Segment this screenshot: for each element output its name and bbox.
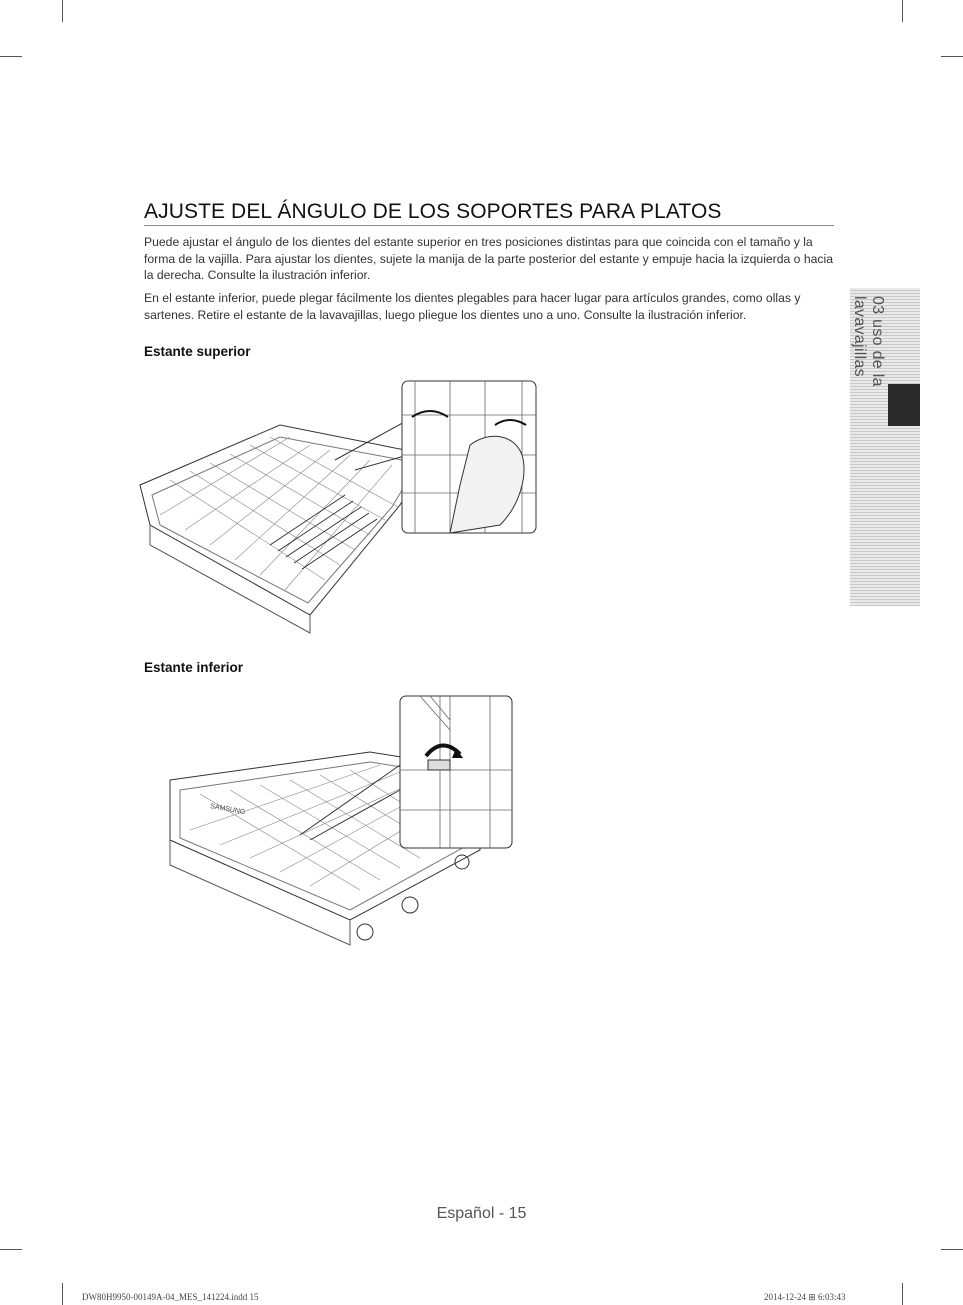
paragraph-lower-rack: En el estante inferior, puede plegar fácilmente los dientes plegables para hacer lugar para artículos grandes, como ollas y sartenes. Retire el estante de la lavavajillas, luego pliegue los dientes uno a uno. Consulte la ilustración inferior. — [144, 291, 801, 322]
upper-rack-heading: Estante superior — [144, 344, 251, 359]
chapter-tab-marker — [888, 384, 920, 426]
section-title: AJUSTE DEL ÁNGULO DE LOS SOPORTES PARA PLATOS — [144, 200, 834, 226]
crop-mark — [0, 1249, 22, 1250]
crop-mark — [62, 0, 63, 22]
lower-rack-illustration — [150, 690, 530, 950]
crop-mark — [0, 56, 22, 57]
crop-mark — [941, 1249, 963, 1250]
page-number: Español - 15 — [436, 1205, 527, 1222]
chapter-side-tab — [850, 288, 920, 606]
crop-mark — [902, 0, 903, 22]
crop-mark — [62, 1283, 63, 1305]
chapter-tab-label: 03 uso de la lavavajillas — [851, 296, 886, 387]
lower-rack-heading: Estante inferior — [144, 660, 244, 675]
file-slug: DW80H9950-00149A-04_MES_141224.indd 15 — [82, 1292, 259, 1302]
upper-rack-illustration — [130, 375, 550, 635]
print-timestamp: 2014-12-24 ⊞ 6:03:43 — [764, 1292, 846, 1302]
brand-text: SAMSUNG — [209, 803, 246, 817]
crop-mark — [902, 1283, 903, 1305]
crop-mark — [941, 56, 963, 57]
paragraph-upper-rack: Puede ajustar el ángulo de los dientes del estante superior en tres posiciones distintas para que coincida con el tamaño y la forma de la vajilla. Para ajustar los dientes, sujete la manija de la parte posterior del estante y empuje hacia la izquierda o hacia la derecha. Consulte la ilustración inferior. — [144, 235, 833, 282]
